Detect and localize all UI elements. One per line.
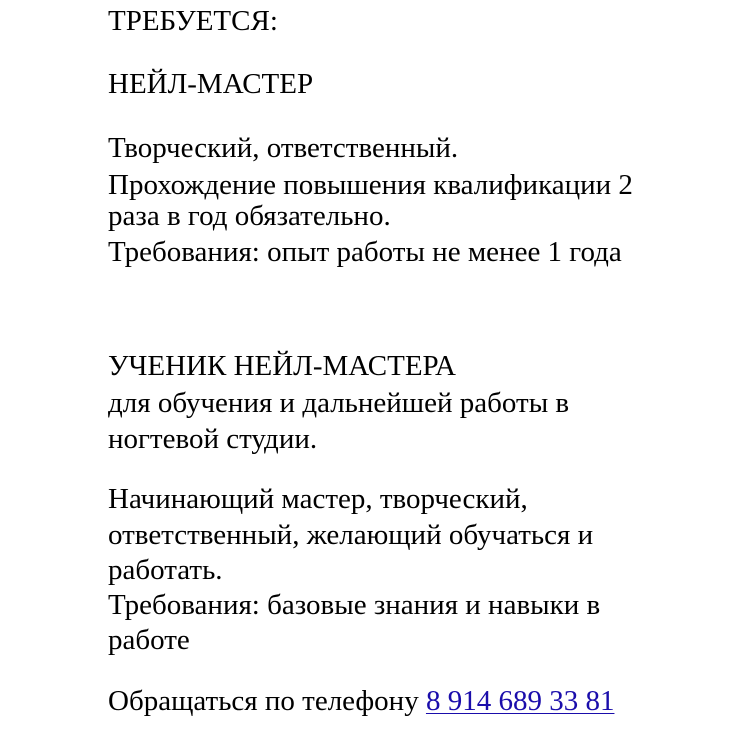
apprentice-requirements-continued: работе <box>108 624 190 656</box>
apprentice-description-line: ответственный, желающий обучаться и <box>108 519 594 551</box>
apprentice-title: УЧЕНИК НЕЙЛ-МАСТЕРА <box>108 350 456 382</box>
phone-link[interactable]: 8 914 689 33 81 <box>425 685 615 717</box>
nail-master-requirements: Требования: опыт работы не менее 1 года <box>108 236 622 268</box>
contact-line <box>108 683 614 720</box>
apprentice-description-line: Начинающий мастер, творческий, <box>108 483 528 515</box>
nail-master-description-line: Творческий, ответственный. <box>108 132 459 164</box>
nail-master-description-line: Прохождение повышения квалификации 2 <box>108 169 633 201</box>
contact-label: Обращаться по телефону <box>108 685 419 717</box>
nail-master-description-line: раза в год обязательно. <box>108 200 391 232</box>
nail-master-title: НЕЙЛ-МАСТЕР <box>108 68 314 100</box>
apprentice-subtitle-line: для обучения и дальнейшей работы в <box>108 387 570 419</box>
apprentice-description-line: работать. <box>108 554 223 586</box>
apprentice-subtitle-line: ногтевой студии. <box>108 423 318 455</box>
apprentice-requirements: Требования: базовые знания и навыки в <box>108 589 601 621</box>
page-heading: ТРЕБУЕТСЯ: <box>108 5 278 37</box>
